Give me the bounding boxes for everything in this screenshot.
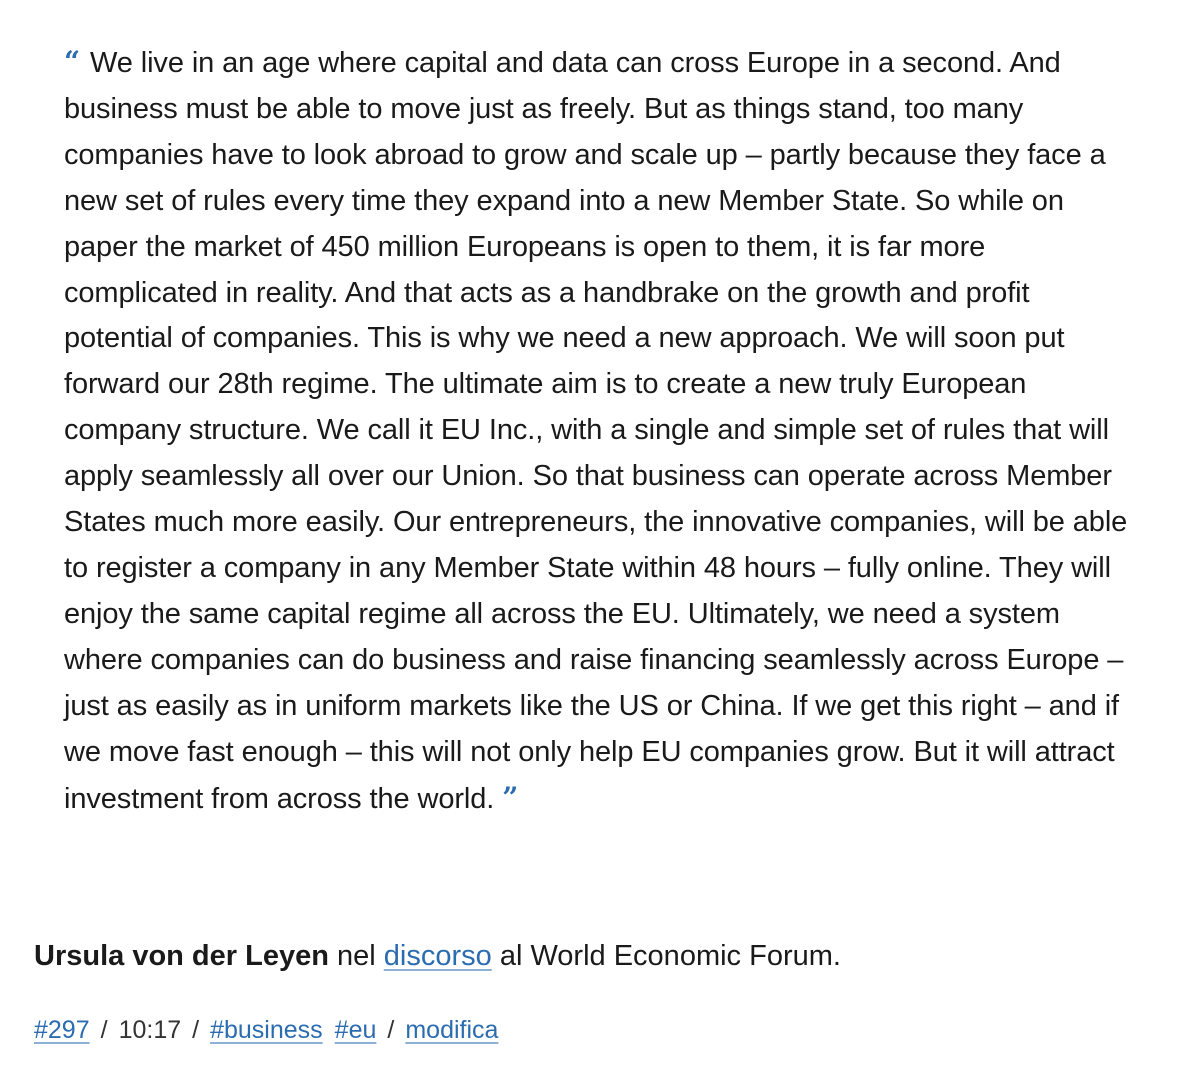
open-quote-icon: “ <box>64 45 81 78</box>
attribution-text-before: nel <box>328 940 384 972</box>
close-quote-icon: ” <box>502 780 519 814</box>
separator: / <box>192 1016 200 1044</box>
speech-link[interactable]: discorso <box>383 940 492 972</box>
quote-text: We live in an age where capital and data can cross Europe in a second. And business must be able to move just as freely. But as things stand, too many companies have to look abroad to grow and scale up – partly because they face a new set of rules every time they expand into a new Member State. So while on paper the market of 450 million Europeans is open to them, it is far more complicated in reality. And that acts as a handbrake on the growth and profit potential of companies. This is why we need a new approach. We will soon put forward our 28th regime. The ultimate aim is to create a new truly European company structure. We call it EU Inc., with a single and simple set of rules that will apply seamlessly all over our Union. So that business can operate across Member States much more easily. Our entrepreneurs, the innovative companies, will be able to register a company in any Member State within 48 hours – fully online. They will enjoy the same capital regime all across the EU. Ultimately, we need a system where companies can do business and raise financing seamlessly across Europe – just as easily as in uniform markets like the US or China. If we get this right – and if we move fast enough – this will not only help EU companies grow. But it will attract investment from across the world. <box>64 47 1128 815</box>
tag-business-link[interactable]: #business <box>210 1016 323 1044</box>
author-name: Ursula von der Leyen <box>34 940 329 972</box>
attribution-text-after: al World Economic Forum. <box>491 940 841 972</box>
attribution <box>34 934 841 978</box>
tag-eu-link[interactable]: #eu <box>334 1016 377 1044</box>
post-time: 10:17 <box>118 1016 182 1044</box>
quote-block <box>64 40 1140 822</box>
edit-link[interactable]: modifica <box>405 1016 499 1044</box>
separator: / <box>387 1016 395 1044</box>
separator: / <box>100 1016 108 1044</box>
post-id-link[interactable]: #297 <box>34 1016 90 1044</box>
post-meta <box>34 1012 498 1048</box>
